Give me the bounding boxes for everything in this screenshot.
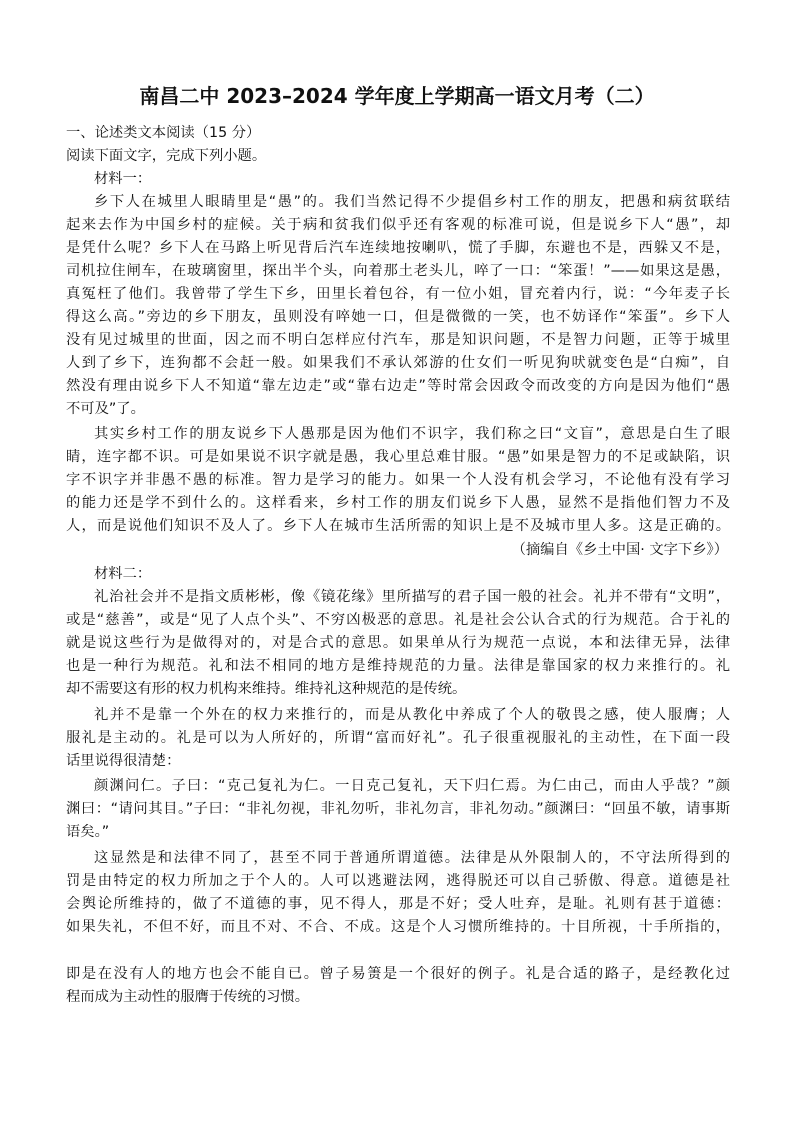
paragraph-line: 语矣。” (66, 824, 110, 840)
paragraph-line: 睛，连字都不识。可是如果说不识字就是愚，我心里总难甘服。“愚”如果是智力的不足或缺陷，识 (66, 449, 730, 465)
material2-label: 材料二： (94, 566, 152, 582)
paragraph-line: 如果失礼，不但不好，而且不对、不合、不成。这是个人习惯所维持的。十目所视，十手所指的， (66, 919, 730, 935)
paragraph-line: 礼治社会并不是指文质彬彬，像《镜花缘》里所描写的君子国一般的社会。礼并不带有“文明”， (94, 589, 730, 605)
paragraph-line: 却不需要这有形的权力机构来维持。维持礼这种规范的是传统。 (66, 681, 467, 697)
paragraph-line: 或是“慈善”，或是“见了人点个头”、不穷凶极恶的意思。礼是社会公认合式的行为规范。合于礼的 (66, 612, 730, 628)
paragraph-line: 程而成为主动性的服膺于传统的习惯。 (66, 989, 310, 1005)
paragraph-line: 罚是由特定的权力所加之于个人的。人可以逃避法网，逃得脱还可以自己骄傲、得意。道德是社 (66, 873, 730, 889)
paragraph-line: 人到了乡下，连狗都不会赶一般。如果我们不承认郊游的仕女们一听见狗吠就变色是“白痴”，自 (66, 355, 730, 371)
paragraph-line: 即是在没有人的地方也会不能自已。曾子易箦是一个很好的例子。礼是合适的路子，是经教化过 (66, 966, 730, 982)
paragraph-line: 服礼是主动的。礼是可以为人所好的，所谓“富而好礼”。孔子很重视服礼的主动性，在下面一段 (66, 730, 730, 746)
section-heading: 一、论述类文本阅读（15 分） (66, 125, 261, 141)
paragraph-line: 人，而是说他们知识不及人了。乡下人在城市生活所需的知识上是不及城市里人多。这是正确的。 (66, 518, 730, 534)
paragraph-line: 颜渊问仁。子曰：“克己复礼为仁。一日克己复礼，天下归仁焉。为仁由己，而由人乎哉？”颜 (94, 778, 730, 794)
paragraph-line: 就是说这些行为是做得对的，对是合式的意思。如果单从行为规范一点说，本和法律无异，法律 (66, 635, 730, 651)
paragraph-line: 乡下人在城里人眼睛里是“愚”的。我们当然记得不少提倡乡村工作的朋友，把愚和病贫联结 (94, 194, 730, 210)
paragraph-line: 是凭什么呢？乡下人在马路上听见背后汽车连续地按喇叭，慌了手脚，东避也不是，西躲又不是， (66, 240, 730, 256)
paragraph-line: 渊曰：“请问其目。”子曰：“非礼勿视，非礼勿听，非礼勿言，非礼勿动。”颜渊曰：“回虽不敏，请事斯 (66, 801, 730, 817)
exam-title: 南昌二中 2023–2024 学年度上学期高一语文月考（二） (139, 84, 655, 108)
paragraph-line: 得这么高。”旁边的乡下朋友，虽则没有啐她一口，但是微微的一笑，也不妨译作“笨蛋”。乡下人 (66, 309, 730, 325)
paragraph-line: 会舆论所维持的，做了不道德的事，见不得人，那是不好；受人吐弃，是耻。礼则有甚于道德： (66, 896, 730, 912)
source-citation: （摘编自《乡土中国· 文字下乡》） (511, 542, 728, 558)
paragraph-line: 然没有理由说乡下人不知道“靠左边走”或“靠右边走”等时常会因政令而改变的方向是因为他们“愚 (66, 378, 730, 394)
paragraph-line: 礼并不是靠一个外在的权力来推行的，而是从教化中养成了个人的敬畏之感，使人服膺；人 (94, 707, 730, 723)
paragraph-line: 的能力还是学不到什么的。这样看来，乡村工作的朋友们说乡下人愚，显然不是指他们智力不及 (66, 495, 730, 511)
paragraph-line: 这显然是和法律不同了，甚至不同于普通所谓道德。法律是从外限制人的，不守法所得到的 (94, 850, 730, 866)
paragraph-line: 也是一种行为规范。礼和法不相同的地方是维持规范的力量。法律是靠国家的权力来推行的。礼 (66, 658, 730, 674)
paragraph-line: 真冤枉了他们。我曾带了学生下乡，田里长着包谷，有一位小姐，冒充着内行，说：“今年麦子长 (66, 286, 730, 302)
paragraph-line: 话里说得很清楚： (66, 753, 181, 769)
paragraph-line: 起来去作为中国乡村的症候。关于病和贫我们似乎还有客观的标准可说，但是说乡下人“愚”，却 (66, 217, 730, 233)
paragraph-line: 字不识字并非愚不愚的标准。智力是学习的能力。如果一个人没有机会学习，不论他有没有学习 (66, 472, 730, 488)
instruction-text: 阅读下面文字，完成下列小题。 (66, 148, 267, 164)
material1-label: 材料一： (94, 171, 152, 187)
paragraph-line: 没有见过城里的世面，因之而不明白怎样应付汽车，那是知识问题，不是智力问题，正等于城里 (66, 332, 730, 348)
paragraph-line: 其实乡村工作的朋友说乡下人愚那是因为他们不识字，我们称之曰“文盲”，意思是白生了眼 (94, 426, 730, 442)
paragraph-line: 不可及”了。 (66, 401, 145, 417)
paragraph-line: 司机拉住闸车，在玻璃窗里，探出半个头，向着那土老头儿，啐了一口：“笨蛋！”——如果这是愚， (66, 263, 730, 279)
